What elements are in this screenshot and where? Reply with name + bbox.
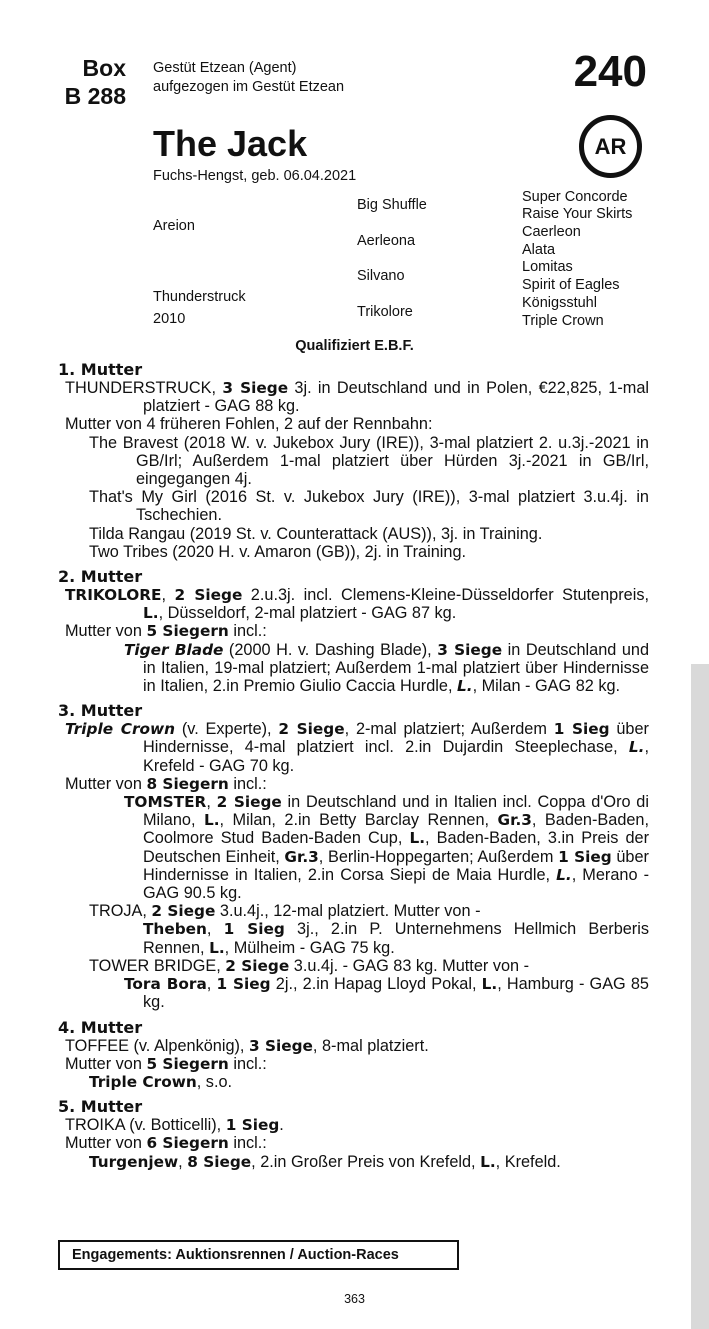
wins-count: 1 Sieg	[553, 720, 610, 739]
section-heading-5th-dam: 5. Mutter	[58, 1097, 143, 1117]
pedigree-great-grandparent: Super Concorde	[522, 189, 628, 205]
text-run: , s.o.	[196, 1072, 233, 1091]
pedigree-great-grandparent: Raise Your Skirts	[522, 206, 633, 222]
text-run: ,	[206, 920, 224, 939]
pedigree-grandparent: Silvano	[357, 268, 405, 284]
text-run: incl.:	[228, 1134, 267, 1153]
wins-count: 1 Sieg	[558, 847, 612, 866]
text-run: , Mülheim - GAG 75 kg.	[224, 938, 395, 957]
horse-name: The Jack	[153, 123, 308, 164]
horse-name-highlight: TOMSTER	[124, 793, 207, 812]
produce-entry: That's My Girl (2016 St. v. Jukebox Jury (IRE)), 3-mal platziert 3.u.4j. in Tschechien.	[89, 488, 649, 525]
produce-entry	[58, 920, 649, 956]
text-run: Mutter von	[65, 1054, 147, 1073]
group-race-mark: Gr.3	[497, 811, 532, 830]
produce-entry	[58, 957, 649, 975]
wins-count: 1 Sieg	[216, 975, 271, 994]
wins-count: 2 Siege	[216, 793, 282, 812]
produce-intro: Mutter von 4 früheren Fohlen, 2 auf der Rennbahn:	[65, 415, 433, 434]
text-run: ,	[178, 1152, 188, 1171]
pedigree-grandparent: Trikolore	[357, 304, 413, 320]
text-run: , Krefeld - GAG 70 kg.	[143, 738, 649, 775]
text-run: .	[279, 1116, 284, 1135]
text-run: 3.u.4j. - GAG 83 kg. Mutter von -	[289, 956, 530, 975]
text-run: Mutter von	[65, 622, 147, 641]
text-run: 3j. in Deutschland und in Polen, €22,825, 1-mal platziert - GAG 88 kg.	[143, 379, 649, 416]
produce-entry	[58, 1153, 649, 1171]
pedigree-grandparent: Big Shuffle	[357, 197, 427, 213]
pedigree-great-grandparent: Spirit of Eagles	[522, 277, 620, 293]
winners-count: 6 Siegern	[146, 1134, 229, 1153]
listed-race-mark: L.	[481, 975, 498, 994]
dam-entry	[58, 379, 649, 415]
text-run: über Hindernisse, 4-mal platziert incl. 2.in Dujardin Steeplechase,	[143, 720, 649, 757]
box-number: B 288	[64, 83, 126, 109]
produce-entry	[58, 641, 649, 696]
text-run: ,	[161, 586, 175, 605]
produce-entry	[58, 902, 649, 920]
produce-intro	[58, 1134, 649, 1152]
produce-entry: Two Tribes (2020 H. v. Amaron (GB)), 2j. in Training.	[89, 542, 467, 561]
text-run: , Baden-Baden, 3.in Preis der Deutschen Einheit,	[143, 829, 649, 866]
text-run: incl.:	[228, 774, 267, 793]
box-label	[40, 54, 126, 110]
horse-name-highlight: Turgenjew	[89, 1152, 179, 1171]
winners-count: 8 Siegern	[146, 774, 229, 793]
text-run: , 8-mal platziert.	[312, 1036, 429, 1055]
text-run: 2j., 2.in Hapag Lloyd Pokal,	[270, 975, 482, 994]
listed-race-mark: L.	[457, 677, 473, 696]
text-run: , Hamburg - GAG 85 kg.	[143, 975, 649, 1012]
pedigree-sire: Areion	[153, 218, 195, 234]
engagements-text: Engagements: Auktionsrennen / Auction-Races	[72, 1247, 399, 1263]
listed-race-mark: L.	[143, 604, 159, 623]
text-run: TOFFEE (v. Alpenkönig),	[65, 1036, 249, 1055]
text-run: (v. Experte),	[175, 720, 279, 739]
breeder-agent: Gestüt Etzean (Agent)	[153, 60, 297, 76]
text-run: 3.u.4j., 12-mal platziert. Mutter von -	[215, 902, 481, 921]
produce-entry: Tilda Rangau (2019 St. v. Counterattack (AUS)), 3j. in Training.	[89, 524, 543, 543]
text-run: Mutter von	[65, 774, 147, 793]
text-run: , Düsseldorf, 2-mal platziert - GAG 87 kg.	[158, 604, 457, 623]
dam-name: Triple Crown	[65, 720, 176, 739]
listed-race-mark: L.	[209, 938, 225, 957]
text-run: , Berlin-Hoppegarten; Außerdem	[318, 847, 559, 866]
produce-intro	[58, 622, 649, 640]
catalogue-body	[58, 360, 649, 1171]
section-heading-4th-dam: 4. Mutter	[58, 1017, 143, 1037]
text-run: , Baden-Baden, Coolmore Stud Baden-Baden Cup,	[143, 811, 650, 848]
breeder-info	[153, 59, 344, 97]
listed-race-mark: L.	[628, 738, 645, 757]
dam-entry	[58, 1037, 649, 1055]
produce-entry: The Bravest (2018 W. v. Jukebox Jury (IRE)), 3-mal platziert 2. u.3j.-2021 in GB/Irl; Außerdem 1-mal platziert über Hürden 3j.-2021 in GB/Irl, eingegangen 4j.	[89, 433, 649, 489]
produce-intro	[58, 1055, 649, 1073]
text-run: incl.:	[228, 1054, 267, 1073]
box-label-word: Box	[82, 55, 126, 81]
text-run: 2.u.3j. incl. Clemens-Kleine-Düsseldorfer Stutenpreis,	[242, 586, 649, 605]
text-run: TROIKA (v. Botticelli),	[65, 1116, 226, 1135]
wins-count: 2 Siege	[151, 902, 216, 921]
text-run: THUNDERSTRUCK,	[65, 379, 223, 397]
section-heading-1st-dam: 1. Mutter	[58, 360, 143, 379]
pedigree-great-grandparent: Alata	[522, 242, 556, 258]
produce-entry	[58, 975, 649, 1011]
horse-name-highlight: Triple Crown	[89, 1072, 197, 1091]
winners-count: 5 Siegern	[146, 622, 229, 641]
pedigree-grandparent: Aerleona	[357, 233, 416, 249]
text-run: , 2-mal platziert; Außerdem	[344, 720, 554, 739]
qualification-note: Qualifiziert E.B.F.	[295, 338, 414, 354]
wins-count: 1 Sieg	[223, 920, 285, 939]
produce-entry	[58, 793, 649, 902]
dam-entry	[58, 720, 649, 775]
dam-entry	[58, 1116, 649, 1134]
wins-count: 2 Siege	[278, 720, 345, 739]
pedigree-dam-year: 2010	[153, 311, 186, 327]
listed-race-mark: L.	[480, 1152, 496, 1171]
dam-name: TRIKOLORE	[65, 586, 162, 605]
wins-count: 2 Siege	[225, 956, 290, 975]
wins-count: 3 Siege	[248, 1036, 313, 1055]
lot-number: 240	[573, 47, 647, 96]
engagements-box	[58, 1240, 459, 1270]
wins-count: 2 Siege	[174, 586, 243, 605]
wins-count: 3 Siege	[437, 640, 503, 659]
wins-count: 3 Siege	[222, 379, 289, 397]
pedigree-great-grandparent: Königsstuhl	[522, 295, 597, 311]
text-run: , Milan, 2.in Betty Barclay Rennen,	[219, 811, 498, 830]
text-run: ,	[206, 793, 217, 812]
text-run: , 2.in Großer Preis von Krefeld,	[251, 1152, 481, 1171]
text-run: 3j., 2.in P. Unternehmens Hellmich Berberis Rennen,	[143, 920, 649, 957]
ar-badge-text: AR	[594, 133, 627, 159]
wins-count: 1 Sieg	[225, 1116, 280, 1135]
page-number: 363	[344, 1292, 365, 1306]
text-run: (2000 H. v. Dashing Blade),	[223, 640, 438, 659]
horse-name-highlight: Theben	[143, 920, 207, 939]
horse-name-highlight: Tora Bora	[124, 975, 207, 994]
section-heading-2nd-dam: 2. Mutter	[58, 567, 143, 587]
winners-count: 5 Siegern	[146, 1054, 229, 1073]
horse-name-highlight: Tiger Blade	[124, 640, 224, 659]
page-edge-bar	[691, 664, 709, 1329]
pedigree-great-grandparent: Lomitas	[522, 259, 573, 275]
group-race-mark: Gr.3	[284, 847, 319, 866]
pedigree-dam: Thunderstruck	[153, 289, 246, 305]
listed-race-mark: L.	[556, 865, 572, 884]
listed-race-mark: L.	[203, 811, 220, 830]
pedigree-great-grandparent: Caerleon	[522, 224, 581, 240]
listed-race-mark: L.	[409, 829, 426, 848]
wins-count: 8 Siege	[187, 1152, 252, 1171]
text-run: Mutter von	[65, 1134, 147, 1153]
text-run: über Hindernisse in Italien, 2.in Corsa Siepi de Maia Hurdle,	[143, 847, 649, 884]
produce-intro	[58, 775, 649, 793]
text-run: TOWER BRIDGE,	[89, 956, 226, 975]
produce-entry	[58, 1073, 649, 1091]
breeder-raised: aufgezogen im Gestüt Etzean	[153, 79, 345, 95]
text-run: , Krefeld.	[495, 1152, 561, 1171]
text-run: incl.:	[228, 622, 267, 641]
pedigree-great-grandparent: Triple Crown	[522, 313, 604, 329]
dam-entry	[58, 586, 649, 622]
text-run: , Milan - GAG 82 kg.	[472, 677, 621, 696]
text-run: ,	[206, 975, 217, 994]
section-heading-3rd-dam: 3. Mutter	[58, 701, 143, 721]
text-run: , Merano - GAG 90.5 kg.	[143, 865, 649, 903]
text-run: in Deutschland und in Italien, 19-mal platziert; Außerdem 1-mal platziert über Hindernisse in Italien, 2.in Premio Giulio Caccia Hurdle,	[143, 640, 650, 696]
horse-description: Fuchs-Hengst, geb. 06.04.2021	[153, 168, 357, 184]
text-run: in Deutschland und in Italien incl. Coppa d'Oro di Milano,	[143, 793, 649, 830]
ar-badge	[579, 115, 642, 178]
text-run: TROJA,	[89, 902, 152, 921]
